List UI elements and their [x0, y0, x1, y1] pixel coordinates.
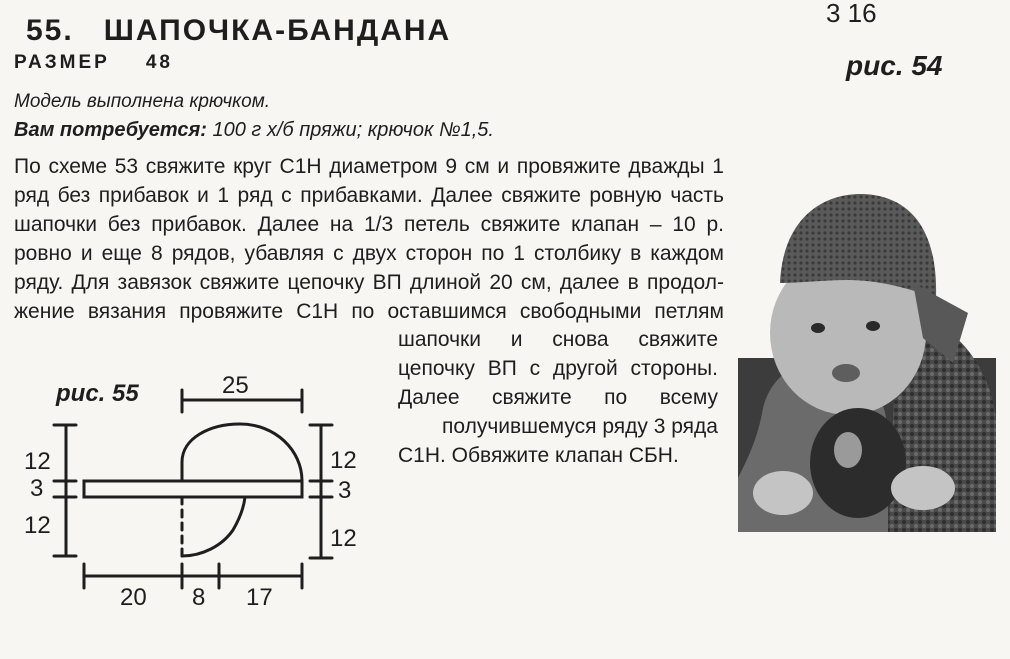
dim-left-upper: 12: [24, 448, 51, 475]
dim-right-middle: 3: [338, 477, 352, 504]
child-hand-right: [891, 466, 955, 510]
child-photo: [738, 188, 996, 532]
materials-label: Вам потребуется:: [14, 119, 207, 141]
dim-bottom-middle: 8: [192, 584, 206, 611]
size-label: РАЗМЕР: [14, 52, 110, 73]
instructions-line: По схеме 53 свяжите круг С1Н диаметром 9 см и провяжите дважды 1: [14, 155, 724, 178]
flap-curve: [182, 497, 245, 556]
dim-left-lower: 12: [24, 512, 51, 539]
child-hand-left: [753, 471, 813, 515]
instructions-line: ряду. Для завязок свяжите цепочку ВП длиной 20 см, далее в продол-: [14, 271, 724, 294]
instructions-continued: [398, 325, 718, 470]
pattern-name: ШАПОЧКА-БАНДАНА: [103, 14, 452, 47]
page-corner-number: 3 16: [826, 0, 877, 28]
instructions-line: ряд без прибавок и 1 ряд с прибавками. Далее свяжите ровную часть: [14, 184, 724, 207]
instructions-line: цепочку ВП с другой стороны.: [398, 357, 718, 380]
dim-bottom-right: 17: [246, 584, 273, 611]
figure-55-label: рис. 55: [56, 380, 139, 407]
dim-left-middle: 3: [30, 475, 44, 502]
size-value: 48: [145, 52, 173, 73]
dim-bottom-left: 20: [120, 584, 147, 611]
instructions-line: шапочки и снова свяжите: [398, 328, 718, 351]
dim-right-lower: 12: [330, 525, 357, 552]
model-note: Модель выполнена крючком.: [14, 91, 271, 112]
instructions-line: жение вязания провяжите С1Н по оставшимся свободными петлям: [14, 300, 724, 323]
toy-ball: [810, 408, 906, 518]
instructions-line: Далее свяжите по всему: [398, 386, 718, 409]
instructions-line: получившемуся ряду 3 ряда: [441, 415, 718, 438]
band-strip: [84, 481, 302, 497]
instructions-line: шапочки без прибавок. Далее на 1/3 петель свяжите клапан – 10 р.: [14, 213, 724, 236]
dim-top-width: 25: [222, 372, 249, 399]
materials-text: 100 г х/б пряжи; крючок №1,5.: [206, 119, 494, 141]
instructions-line: С1Н. Обвяжите клапан СБН.: [398, 444, 679, 467]
dim-right-upper: 12: [330, 447, 357, 474]
instructions-line: ровно и еще 8 рядов, убавляя с двух сторон по 1 столбику в каждом: [14, 242, 724, 265]
figure-54-label: рис. 54: [846, 50, 943, 81]
crown-outline: [182, 424, 302, 481]
pattern-number: 55.: [26, 14, 74, 47]
pattern-diagram: [0, 0, 380, 659]
